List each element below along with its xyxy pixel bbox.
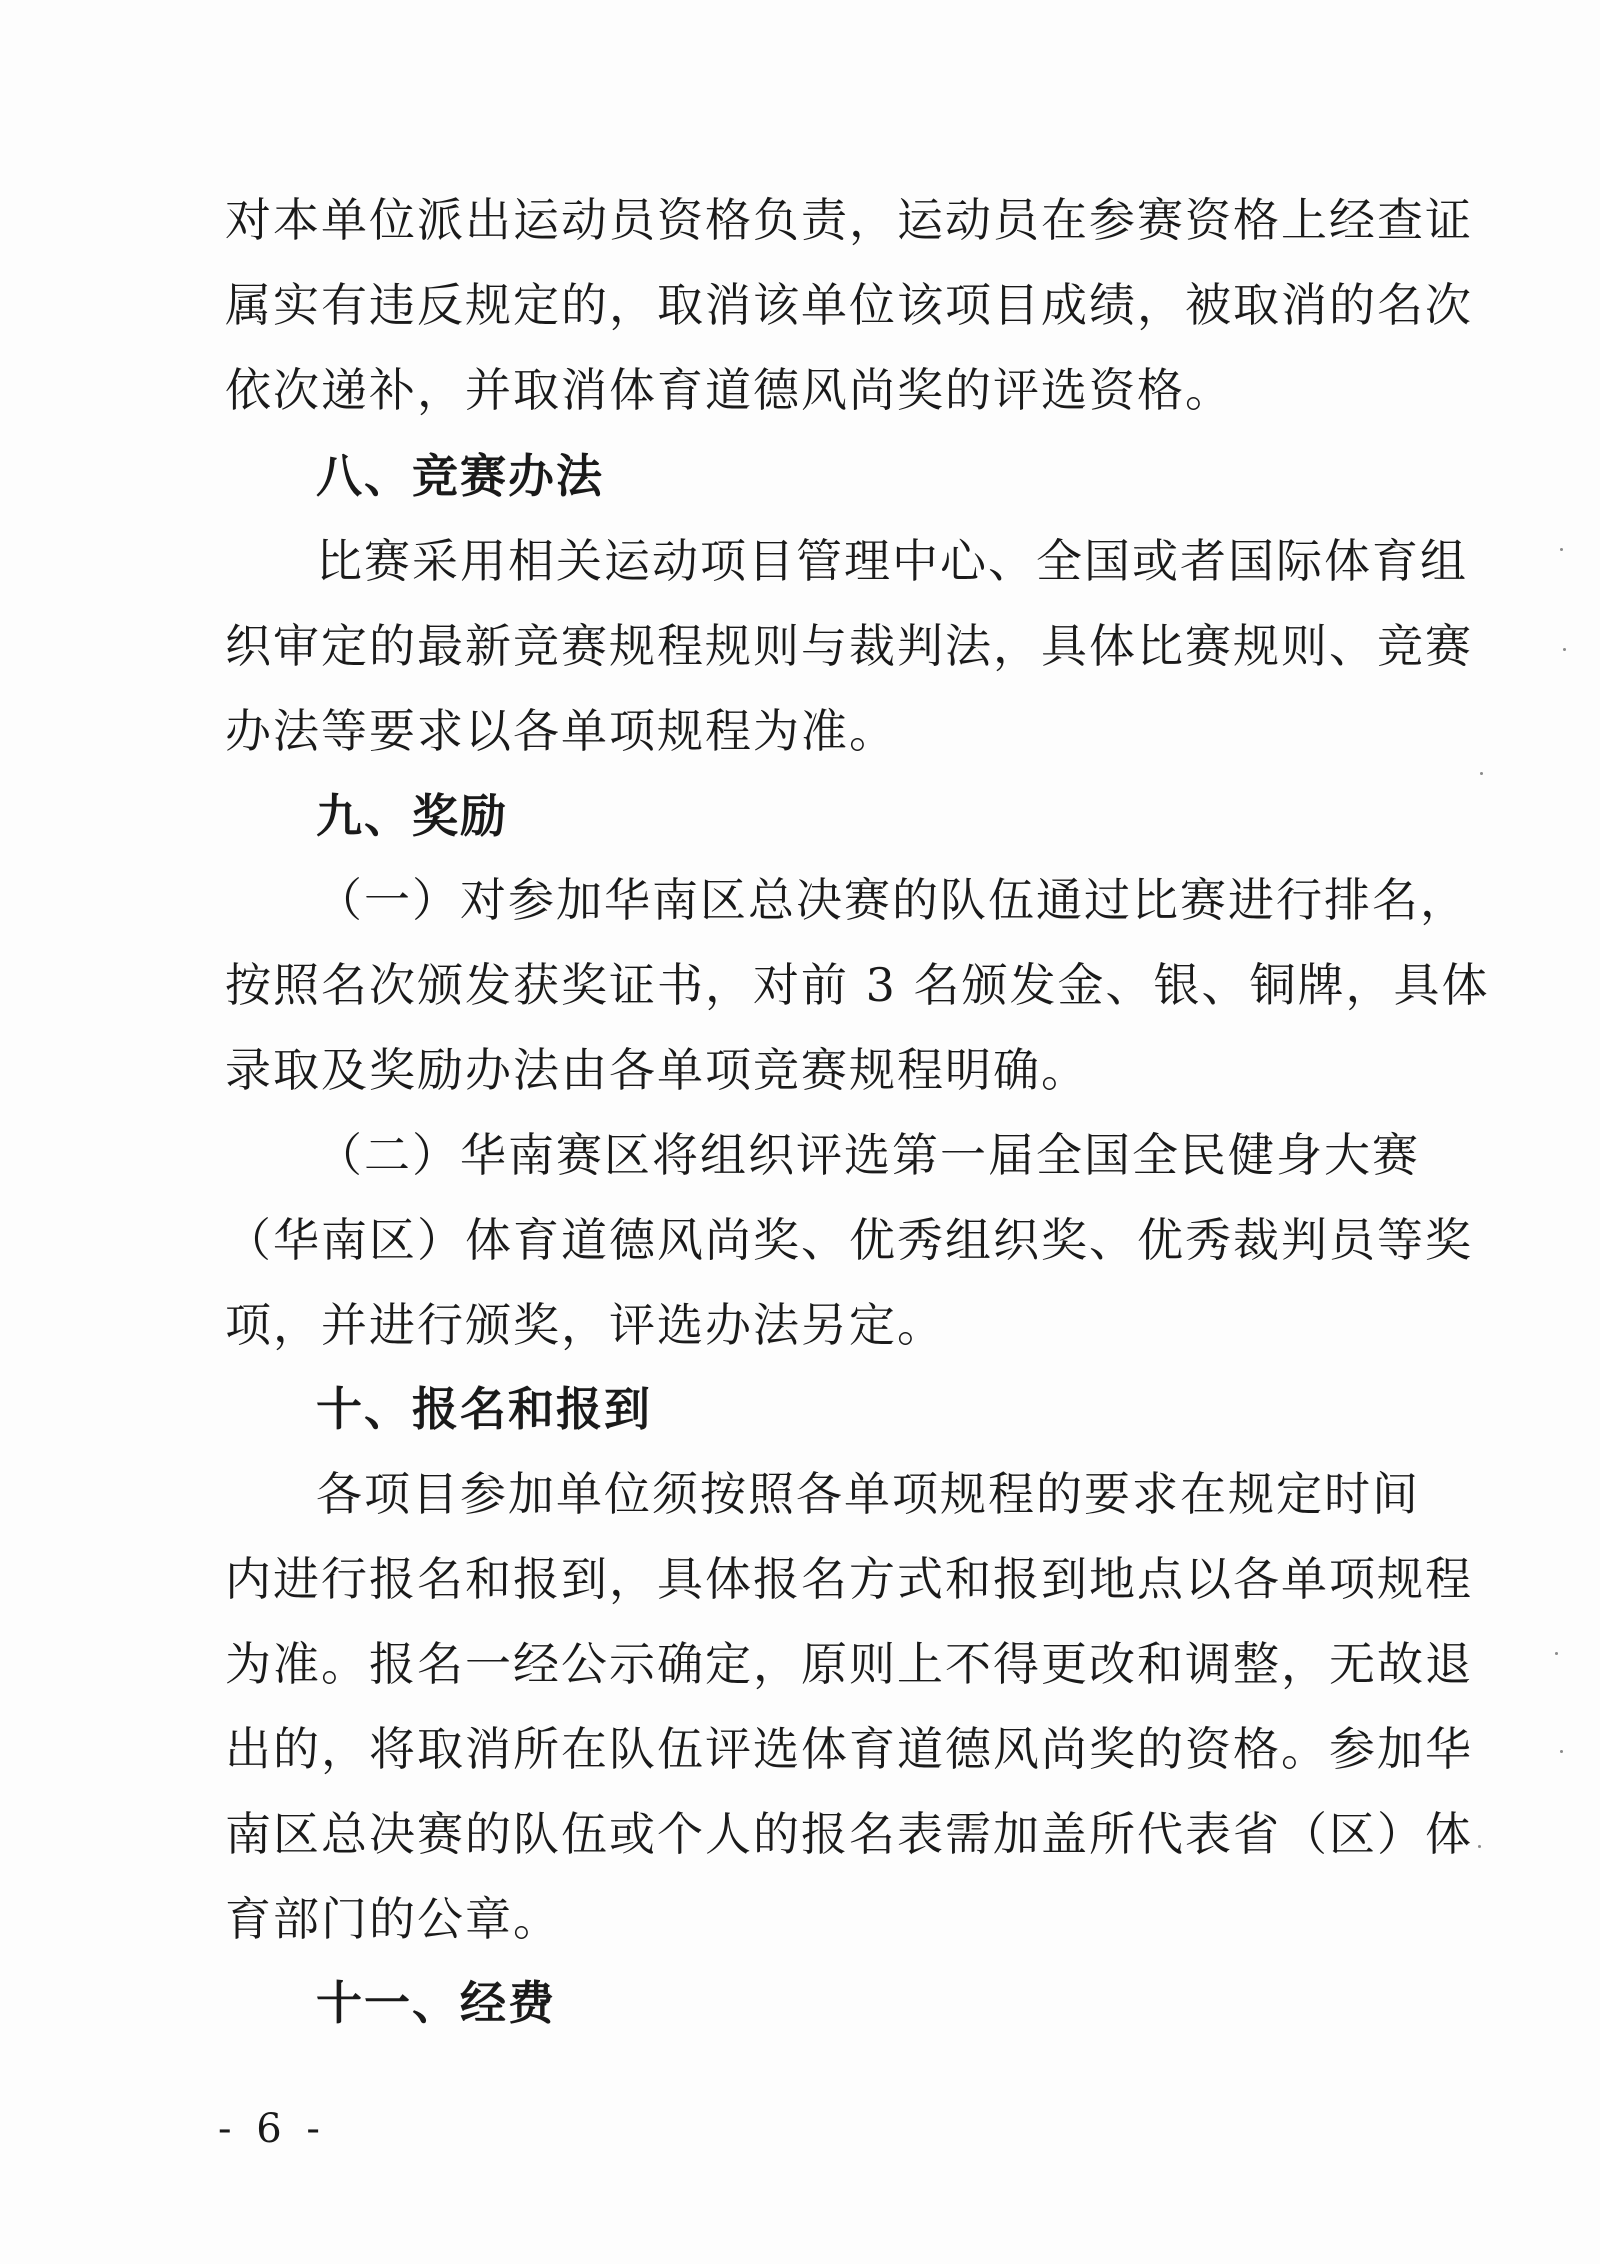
page-number: - 6 - — [218, 2106, 326, 2152]
paragraph-line: 对本单位派出运动员资格负责，运动员在参赛资格上经查证 — [225, 193, 1473, 247]
section-heading-10: 十、报名和报到 — [316, 1382, 652, 1436]
section-heading-11: 十一、经费 — [316, 1976, 556, 2030]
paragraph-line: 内进行报名和报到，具体报名方式和报到地点以各单项规程 — [225, 1552, 1473, 1606]
paragraph-line: 出的，将取消所在队伍评选体育道德风尚奖的资格。参加华 — [225, 1722, 1473, 1776]
paragraph-line: 比赛采用相关运动项目管理中心、全国或者国际体育组 — [316, 534, 1468, 588]
section-heading-9: 九、奖励 — [316, 789, 508, 843]
paragraph-line: 录取及奖励办法由各单项竞赛规程明确。 — [225, 1043, 1089, 1097]
paragraph-line: 为准。报名一经公示确定，原则上不得更改和调整，无故退 — [225, 1637, 1473, 1691]
paragraph-line: 按照名次颁发获奖证书，对前 3 名颁发金、银、铜牌，具体 — [225, 958, 1490, 1012]
paragraph-line: 办法等要求以各单项规程为准。 — [225, 704, 897, 758]
paragraph-line: （华南区）体育道德风尚奖、优秀组织奖、优秀裁判员等奖 — [225, 1213, 1473, 1267]
paragraph-line: 项，并进行颁奖，评选办法另定。 — [225, 1298, 945, 1352]
scan-speck — [1563, 648, 1566, 651]
paragraph-line: 育部门的公章。 — [225, 1892, 561, 1946]
paragraph-line: 各项目参加单位须按照各单项规程的要求在规定时间 — [316, 1467, 1420, 1521]
scan-speck — [1560, 548, 1563, 551]
paragraph-line: 南区总决赛的队伍或个人的报名表需加盖所代表省（区）体 — [225, 1807, 1473, 1861]
scan-speck — [1480, 772, 1483, 775]
paragraph-line: 属实有违反规定的，取消该单位该项目成绩，被取消的名次 — [225, 278, 1473, 332]
scan-speck — [1560, 1750, 1563, 1753]
scan-speck — [1555, 1652, 1558, 1655]
paragraph-line: （一）对参加华南区总决赛的队伍通过比赛进行排名， — [316, 873, 1468, 927]
paragraph-line: （二）华南赛区将组织评选第一届全国全民健身大赛 — [316, 1128, 1420, 1182]
paragraph-line: 织审定的最新竞赛规程规则与裁判法，具体比赛规则、竞赛 — [225, 619, 1473, 673]
scan-speck — [1478, 1845, 1481, 1848]
section-heading-8: 八、竞赛办法 — [316, 449, 604, 503]
paragraph-line: 依次递补，并取消体育道德风尚奖的评选资格。 — [225, 363, 1233, 417]
